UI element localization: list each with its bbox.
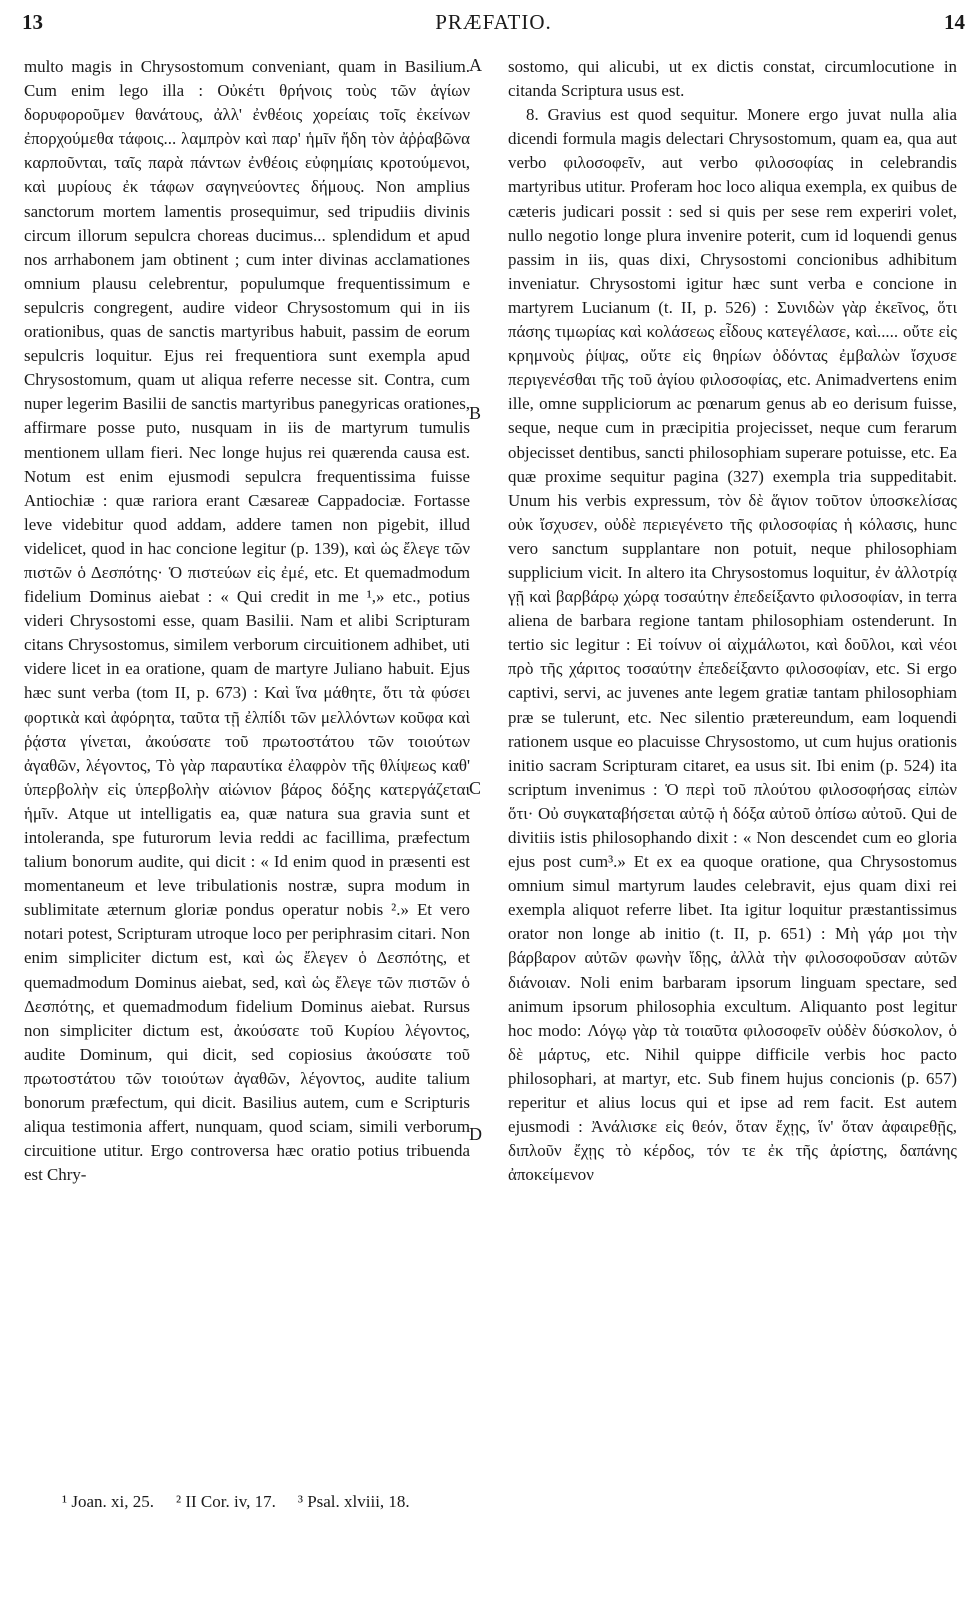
page-header: [22, 10, 965, 40]
margin-letter-c: C: [469, 778, 482, 798]
left-column: [24, 55, 470, 1187]
right-paragraph-continuation: sostomo, qui alicubi, ut ex dictis constat, circumlocutione in citanda Scriptura usus est.: [508, 57, 957, 101]
right-column: [508, 55, 957, 1187]
left-paragraph: multo magis in Chrysostomum conveniant, quam in Basilium. Cum enim lego illa : Οὐκέτι θρήνοις τοὺς τῶν ἁγίων δορυφοροῦμεν θανάτους, ἀλλ' ἐνθέοις χορείαις τοῖς ἐκείνων ἐπορχούμεθα τάφοις... λαμπρὸν καὶ παρ' ἡμῖν ἤδη τὸν ἀῤῥαβῶνα καρποῦνται, ταῖς παρὰ πάντων ἐνθέοις εὐφημίαις κροτούμενοι, καὶ μυρίους ἐκ τάφων σαγηνεύοντες δήμους. Non amplius sanctorum mortem lamentis prosequimur, sed tripudiis divinis circum illorum sepulcra choreas ducimus... splendidum et apud nos arrhabonem jam obtinent ; cum inter divinas acclamationes omnium plausu celebrentur, populumque frequentissimum e sepulcris congregent, audire videor Chrysostomum qui in iis orationibus, quas de sanctis martyribus habuit, passim de eorum sepulcris loquitur. Ejus rei frequentiora sunt exempla apud Chrysostomum, quam ut aliqua referre necesse sit. Contra, cum nuper legerim Basilii de sanctis martyribus panegyricas orationes, affirmare posse puto, nusquam in iis de martyrum tumulis mentionem ullam fieri. Nec longe hujus rei quærenda causa est. Notum est enim ejusmodi sepulcra frequentissima fuisse Antiochiæ : quæ rariora erant Cæsareæ Cappadociæ. Fortasse leve videbitur quod addam, addere tamen non pigebit, illud videlicet, quod in hac concione legitur (p. 139), καὶ ὡς ἔλεγε τῶν πιστῶν ὁ Δεσπότης· Ὁ πιστεύων εἰς ἐμέ, etc. Et quemadmodum fidelium Dominus aiebat : « Qui credit in me ¹,» etc., potius videri Chrysostomi esse, quam Basilii. Nam et alibi Scripturam citans Chrysostomus, similem verborum circuitionem adhibet, uti videre licet in ea oratione, quam de martyre Juliano habuit. Ejus hæc sunt verba (tom II, p. 673) : Καὶ ἵνα μάθητε, ὅτι τὰ φύσει φορτικὰ καὶ ἀφόρητα, ταῦτα τῇ ἐλπίδι τῶν μελλόντων κοῦφα καὶ ῥᾴστα γίνεται, ἀκούσατε τοῦ πρωτοστάτου τῶν τοιούτων ἀγαθῶν, λέγοντος, Τὸ γὰρ παραυτίκα ἐλαφρὸν τῆς θλίψεως καθ' ὑπερβολὴν εἰς ὑπερβολὴν αἰώνιον βάρος δόξης κατεργάζεται ἡμῖν. Atque ut intelligatis ea, quæ natura sua gravia sunt et intoleranda, spe futurorum levia reddi ac facillima, præfectum talium bonorum audite, qui dicit : « Id enim quod in præsenti est momentaneum et leve tribulationis nostræ, supra modum in sublimitate æternum gloriæ pondus operatur nobis ².» Et vero notari potest, Scripturam utroque loco per periphrasim citari. Non enim simpliciter dictum est, καὶ ὡς ἔλεγεν ὁ Δεσπότης, et quemadmodum Dominus aiebat, sed, καὶ ὡς ἔλεγε τῶν πιστῶν ὁ Δεσπότης, et quemadmodum fidelium Dominus aiebat. Rursus non simpliciter dictum est, ἀκούσατε τοῦ Κυρίου λέγοντος, audite Dominum, qui dicit, sed copiosius ἀκούσατε τοῦ πρωτοστάτου τῶν τοιούτων ἀγαθῶν, λέγοντος, audite talium bonorum præfectum, qui dicit. Basilius autem, cum e Scripturis aliqua testimonia affert, nunquam, quod sciam, simili verborum circuitione utitur. Ergo controversa hæc oratio potius tribuenda est Chry-: [24, 57, 470, 1185]
footnotes: [62, 1492, 410, 1512]
footnote-2: ² II Cor. iv, 17.: [175, 1492, 276, 1511]
margin-letter-a: A: [469, 55, 482, 75]
footnote-1: ¹ Joan. xi, 25.: [62, 1492, 154, 1511]
margin-letter-d: D: [469, 1124, 482, 1144]
footnote-3: ³ Psal. xlviii, 18.: [297, 1492, 410, 1511]
page-number-left: 13: [22, 10, 43, 34]
page-title: PRÆFATIO.: [435, 10, 552, 34]
margin-letter-b: B: [469, 403, 482, 423]
page-number-right: 14: [944, 10, 965, 34]
right-paragraph-section-8: 8. Gravius est quod sequitur. Monere ergo juvat nulla alia dicendi formula magis delectari Chrysostomum, quam ea, qua aut verbo φιλοσοφεῖν, aut verbo φιλοσοφίας in celebrandis martyribus utitur. Proferam hoc loco aliqua exempla, ex quibus de cæteris judicari possit : sed si quis per sese rem experiri volet, nullo negotio longe plura invenire poterit, cum id loquendi genus passim in iis, quas dixi, Chrysostomi concionibus adhibitum inveniatur. Chrysostomi igitur hæc sunt verba e concione in martyrem Lucianum (t. II, p. 526) : Συνιδὼν γὰρ ἐκεῖνος, ὅτι πάσης τιμωρίας καὶ κολάσεως εἶδους κατεγέλασε, καὶ..... οὔτε εἰς κρημνοὺς ῥίψας, οὔτε εἰς θηρίων ὀδόντας ἐμβαλὼν ἴσχυσε περιγενέσθαι τῆς τοῦ ἁγίου φιλοσοφίας, etc. Animadvertens enim ille, omne suppliciorum ac pœnarum genus ab eo derisum fuisse, seque, neque cum in præcipitia projecisset, neque cum ferarum objecisset dentibus, sancti philosophiam superare potuisse, etc. Ea quæ proxime sequitur pagina (327) exempla tria suppeditabit. Unum his verbis expressum, τὸν δὲ ἅγιον τοῦτον ὑποσκελίσας οὐκ ἴσχυσεν, οὐδὲ περιεγένετο τῆς φιλοσοφίας ἡ κόλασις, hunc vero sanctum supplantare non potuit, neque philosophiam supplicium vicit. In altero ita Chrysostomus loquitur, ἐν ἀλλοτρίᾳ γῇ καὶ βαρβάρῳ χώρᾳ τοσαύτην ἐπεδείξαντο φιλοσοφίαν, in terra aliena de barbara regione tantam philosophiam ostenderunt. In tertio sic legitur : Εἰ τοίνυν οἱ αἰχμάλωτοι, καὶ δοῦλοι, καὶ νέοι πρὸ τῆς χάριτος τοσαύτην ἐπεδείξαντο φιλοσοφίαν, etc. Si ergo captivi, servi, ac juvenes ante legem gratiæ tantam philosophiam præ se tulerunt, etc. Nec silentio prætereundum, eam loquendi rationem usque eo placuisse Chrysostomo, ut cum hujus orationis initio sacram Scripturam citaret, ea usus sit. Ibi enim (p. 524) ita scriptum invenimus : Ὁ περὶ τοῦ πλούτου φιλοσοφήσας εἰπὼν ὅτι· Οὐ συγκαταβήσεται αὐτῷ ἡ δόξα αὐτοῦ ὀπίσω αὐτοῦ. Qui de divitiis istis philosophando dixit : « Non descendet cum eo gloria ejus post cum³.» Et ex ea quoque oratione, qua Chrysostomus omnium simul martyrum laudes celebravit, ejus quam dixi rei exempla aliquot referre libet. Ita igitur loquitur præstantissimus orator non longe ab initio (t. II, p. 651) : Μὴ γάρ μοι τὴν βάρβαρον αὐτῶν φωνὴν ἴδῃς, ἀλλὰ τὴν φιλοσοφοῦσαν αὐτῶν διάνοιαν. Noli enim barbaram ipsorum linguam spectare, sed animum ipsorum philosophia excultum. Aliquanto post legitur hoc modo: Λόγῳ γὰρ τὰ τοιαῦτα φιλοσοφεῖν οὐδὲν δύσκολον, ὁ δὲ μάρτυς, etc. Nihil quippe difficile verbis hoc pacto philosophari, at martyr, etc. Sub finem hujus concionis (p. 657) reperitur et alius locus qui et ipse ad rem facit. Est autem ejusmodi : Ἀνάλισκε εἰς θεόν, ὅταν ἔχῃς, ἵν' ὅταν ἀφαιρεθῇς, διπλοῦν ἔχῃς τὸ κέρδος, τόν τε ἐκ τῆς ἀρίστης, δαπάνης ἀποκείμενον: [508, 105, 957, 1185]
